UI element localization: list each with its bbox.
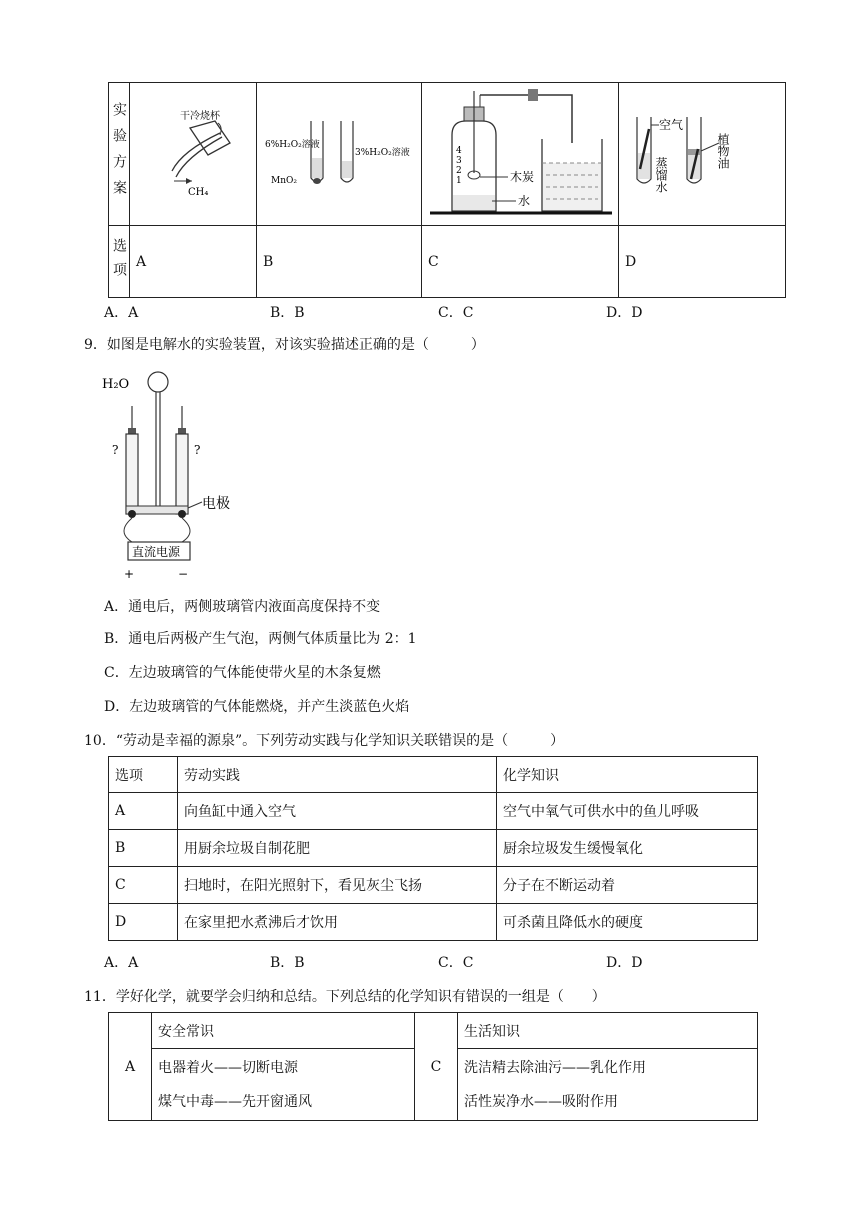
svg-text:3%H₂O₂溶液: 3%H₂O₂溶液 xyxy=(355,148,410,158)
q10-cell: 在家里把水煮沸后才饮用 xyxy=(178,904,497,941)
q10-option-b[interactable]: B．B xyxy=(270,955,305,971)
table-row xyxy=(109,904,758,941)
q10-option-c[interactable]: C．C xyxy=(438,955,474,971)
svg-text:木炭: 木炭 xyxy=(510,170,535,184)
q8-row-head-scheme: 实验方案 xyxy=(109,83,130,226)
q10-cell: 可杀菌且降低水的硬度 xyxy=(497,904,758,941)
q8-cell-a: A xyxy=(130,226,257,298)
svg-text:−: − xyxy=(178,567,189,581)
q8-fig-c xyxy=(422,83,619,226)
q10-cell: B xyxy=(109,830,178,867)
q10-cell: 分子在不断运动着 xyxy=(497,867,758,904)
svg-text:MnO₂: MnO₂ xyxy=(271,176,297,186)
q10-cell: 厨余垃圾发生缓慢氧化 xyxy=(497,830,758,867)
q8-cell-c: C xyxy=(422,226,619,298)
q8-option-a[interactable]: A．A xyxy=(104,305,139,321)
q10-cell: 向鱼缸中通入空气 xyxy=(178,793,497,830)
svg-text:2: 2 xyxy=(456,166,462,176)
svg-text:?: ? xyxy=(194,443,201,457)
svg-text:植物油: 植物油 xyxy=(716,133,730,169)
svg-text:电极: 电极 xyxy=(202,496,230,512)
q10-cell: 扫地时，在阳光照射下，看见灰尘飞扬 xyxy=(178,867,497,904)
q11-label-a: A xyxy=(109,1013,152,1121)
q10-cell: A xyxy=(109,793,178,830)
q8-cell-d: D xyxy=(619,226,786,298)
q9-electrolysis-figure xyxy=(96,366,276,586)
q9-answer-b[interactable]: B．通电后两极产生气泡，两侧气体质量比为 2：1 xyxy=(104,631,417,647)
svg-text:直流电源: 直流电源 xyxy=(132,545,181,559)
q10-cell: 用厨余垃圾自制花肥 xyxy=(178,830,497,867)
svg-text:4: 4 xyxy=(456,146,462,156)
q10-stem: 10．“劳动是幸福的源泉”。下列劳动实践与化学知识关联错误的是（ ） xyxy=(84,733,565,749)
q8-fig-d xyxy=(619,83,786,226)
q11-a-content xyxy=(152,1049,415,1121)
svg-text:+: + xyxy=(124,567,135,581)
q10-header-knowledge: 化学知识 xyxy=(497,757,758,793)
svg-text:CH₄: CH₄ xyxy=(188,187,209,198)
q9-answer-c[interactable]: C．左边玻璃管的气体能使带火星的木条复燃 xyxy=(104,665,381,681)
svg-text:水: 水 xyxy=(518,194,531,208)
q11-table xyxy=(108,1012,758,1121)
svg-text:1: 1 xyxy=(456,176,462,186)
table-row xyxy=(109,867,758,904)
table-row xyxy=(109,830,758,867)
q9-stem: 9．如图是电解水的实验装置，对该实验描述正确的是（ ） xyxy=(84,337,485,353)
q8-table xyxy=(108,82,786,298)
svg-text:空气: 空气 xyxy=(659,118,684,132)
q10-option-d[interactable]: D．D xyxy=(606,955,643,971)
svg-text:干冷烧杯: 干冷烧杯 xyxy=(180,111,220,122)
q11-c-title: 生活知识 xyxy=(458,1013,758,1049)
q11-label-c: C xyxy=(415,1013,458,1121)
q10-cell: C xyxy=(109,867,178,904)
q8-row-head-option: 选项 xyxy=(109,226,130,298)
q11-c-content xyxy=(458,1049,758,1121)
q8-option-b[interactable]: B．B xyxy=(270,305,305,321)
q8-fig-b xyxy=(257,83,422,226)
svg-text:3: 3 xyxy=(456,156,462,166)
q9-answer-a[interactable]: A．通电后，两侧玻璃管内液面高度保持不变 xyxy=(104,599,381,615)
svg-text:6%H₂O₂溶液: 6%H₂O₂溶液 xyxy=(265,140,320,150)
q11-c-line: 活性炭净水——吸附作用 xyxy=(464,1093,618,1110)
q10-cell: 空气中氧气可供水中的鱼儿呼吸 xyxy=(497,793,758,830)
q11-a-title: 安全常识 xyxy=(152,1013,415,1049)
q10-header-practice: 劳动实践 xyxy=(178,757,497,793)
q11-a-line: 电器着火——切断电源 xyxy=(158,1059,298,1076)
svg-text:蒸馏水: 蒸馏水 xyxy=(654,157,668,193)
table-row xyxy=(109,793,758,830)
q9-answer-d[interactable]: D．左边玻璃管的气体能燃烧，并产生淡蓝色火焰 xyxy=(104,699,410,715)
q8-option-d[interactable]: D．D xyxy=(606,305,643,321)
svg-text:H₂O: H₂O xyxy=(102,377,130,392)
svg-text:?: ? xyxy=(112,443,119,457)
q8-fig-a xyxy=(130,83,257,226)
q10-header-option: 选项 xyxy=(109,757,178,793)
q10-table xyxy=(108,756,758,941)
q11-c-line: 洗洁精去除油污——乳化作用 xyxy=(464,1059,646,1076)
q10-option-a[interactable]: A．A xyxy=(104,955,139,971)
q11-a-line: 煤气中毒——先开窗通风 xyxy=(158,1093,312,1110)
q8-option-c[interactable]: C．C xyxy=(438,305,474,321)
q10-cell: D xyxy=(109,904,178,941)
q8-cell-b: B xyxy=(257,226,422,298)
q11-stem: 11．学好化学，就要学会归纳和总结。下列总结的化学知识有错误的一组是（ ） xyxy=(84,989,606,1005)
